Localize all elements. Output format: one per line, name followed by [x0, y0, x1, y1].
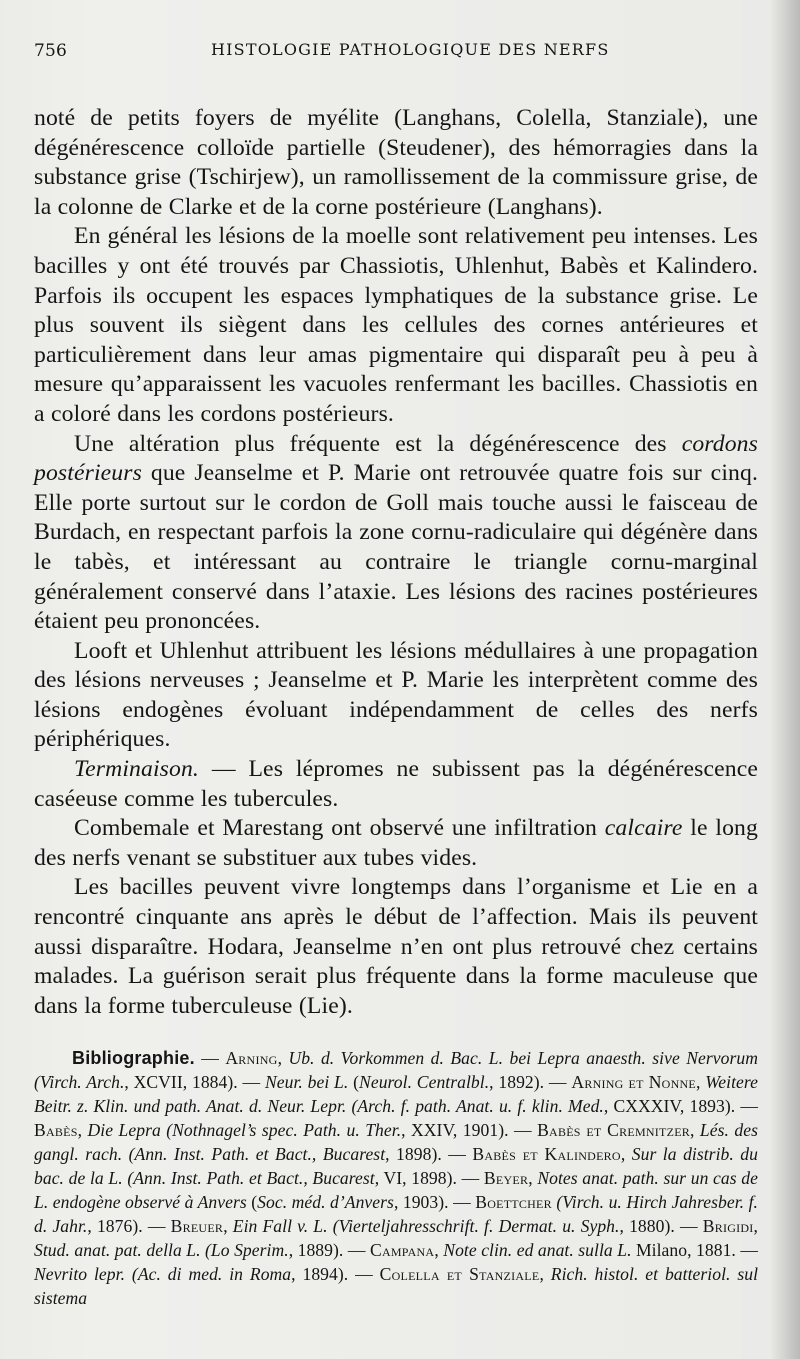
paragraph-infiltration-calcaire — [34, 814, 758, 873]
author-arning-nonne: Arning et Nonne — [571, 1072, 696, 1093]
ref-beyer-open: ( — [246, 1192, 258, 1213]
bibliography-title: Bibliographie. — [72, 1048, 195, 1069]
author-arning: Arning — [225, 1048, 278, 1069]
work-notes-anat: Notes anat. path. sur un cas de L. endogène observé à Anvers — [34, 1168, 759, 1213]
work-rich-histol: Rich. histol. et batteriol. sul sistema — [34, 1264, 759, 1309]
author-babes-cremnitzer: Babès et Cremnitzer — [537, 1120, 691, 1141]
author-beyer: Beyer — [483, 1168, 529, 1189]
work-les-gangl: Lés. des gangl. rach. (Ann. Inst. Path. et Bact., Bucarest — [34, 1120, 758, 1165]
bibliography: Bibliographie. — Arning, Ub. d. Vorkommen d. Bac. L. bei Lepra anaesth. sive Nervorum (Virch. Arch., XCVII, 1884). — Neur. bei L. (Neurol. Centralbl., 1892). — Arning et Nonne, Weitere Beitr. z. Klin. und path. Anat. d. Neur. Lepr. (Arch. f. path. Anat. u. f. klin. Med., CXXXIV, 1893). —Babès, Die Lepra (Nothnagel’s spec. Path. u. Ther., XXIV, 1901). — Babès et Cremnitzer, Lés. des gangl. rach. (Ann. Inst. Path. et Bact., Bucarest, 1898). — Babès et Kalindero, Sur la distrib. du bac. de la L. (Ann. Inst. Path. et Bact., Bucarest, VI, 1898). — Beyer, Notes anat. path. sur un cas de L. endogène observé à Anvers (Soc. méd. d’Anvers, 1903). — Boettcher (Virch. u. Hirch Jahresber. f. d. Jahr., 1876). — Breuer, Ein Fall v. L. (Vierteljahresschrift. f. Dermat. u. Syph., 1880). — Brigidi, Stud. anat. pat. della L. (Lo Sperim., 1889). — Campana, Note clin. ed anat. sulla L. Milano, 1881. — Nevrito lepr. (Ac. di med. in Roma, 1894). — Colella et Stanziale, Rich. histol. et batteriol. sul sistema — [34, 1048, 759, 1309]
paragraph-myelite: noté de petits foyers de myélite (Langhans, Colella, Stanziale), une dégénérescence colloïde partielle (Steudener), des hémorragies dans la substance grise (Tschirjew), un ramollissement de la commissure grise, de la colonne de Clarke et de la corne postérieure (Langhans). — [34, 105, 758, 220]
cordons-detail-text: que Jeanselme et P. Marie ont retrouvée quatre fois sur cinq. Elle porte surtout sur le cordon de Goll mais touche aussi le faisceau de Burdach, en respectant parfois la zone cornu-radiculaire qui dégénère dans le tabès, et intéressant au contraire le triangle cornu-marginal généralement conservé dans l’ataxie. Les lésions des racines postérieures étaient peu prononcées. — [34, 460, 758, 635]
author-boettcher: Boettcher — [475, 1192, 552, 1213]
author-colella-stanziale: Colella et Stanziale — [379, 1264, 540, 1285]
journal-soc-med-anvers: Soc. méd. d’Anvers — [257, 1192, 394, 1213]
author-babes: Babès — [34, 1120, 78, 1141]
work-stud-anat: Stud. anat. pat. della L. (Lo Sperim. — [34, 1240, 289, 1261]
ref-weitere-rest: , CXXXIV, 1893). — — [603, 1096, 758, 1117]
ref-brigidi-rest: , 1889). — — [288, 1240, 370, 1261]
author-babes-kalindero: Babès et Kalindero — [472, 1144, 621, 1165]
cordons-posterieurs-term: cordons postérieurs — [34, 430, 758, 487]
ref-arning-rest: , XCVII, 1884). — — [124, 1072, 265, 1093]
paragraph-bacilles-organisme: Les bacilles peuvent vivre longtemps dans l’organisme et Lie en a rencontré cinquante ans après le début de l’affection. Mais ils peuvent aussi disparaître. Hodara, Jeanselme n’en ont plus retrouvé chez certains malades. La guérison serait plus fréquente dans la forme maculeuse que dans la forme tuberculeuse (Lie). — [34, 874, 758, 1019]
ref-neurol-centralbl-rest: , 1892). — — [489, 1072, 572, 1093]
work-neur-bei-l: Neur. bei L. — [264, 1072, 349, 1093]
calcaire-term: calcaire — [604, 815, 683, 842]
calcaire-detail-text: le long des nerfs venant se substituer aux tubes vides. — [34, 815, 758, 871]
work-note-clin: Note clin. ed anat. sulla L. — [443, 1240, 632, 1261]
ref-babes-crem-rest: , 1898). — — [385, 1144, 473, 1165]
calcaire-intro-text: Combemale et Marestang ont observé une infiltration — [74, 815, 605, 842]
work-arning: Ub. d. Vorkommen d. Bac. L. bei Lepra anaesth. sive Nervorum (Virch. Arch. — [34, 1048, 758, 1093]
main-text — [34, 104, 758, 1021]
ref-babes-kal-rest: , VI, 1898). — — [374, 1168, 484, 1189]
work-weitere-beitr: Weitere Beitr. z. Klin. und path. Anat. d. Neur. Lepr. (Arch. f. path. Anat. u. f. klin. Med. — [34, 1072, 759, 1117]
paragraph-lesions-moelle: En général les lésions de la moelle sont relativement peu intenses. Les bacilles y ont été trouvés par Chassiotis, Uhlenhut, Babès et Kalindero. Parfois ils occupent les espaces lymphatiques de la substance grise. Le plus souvent ils siègent dans les cellules des cornes antérieures et particulièrement dans leur amas pigmentaire qui disparaît peu à peu à mesure qu’apparaissent les vacuoles renfermant les bacilles. Chassiotis en a coloré dans les cordons postérieurs. — [34, 223, 758, 427]
ref-beyer-rest: , 1903). — — [393, 1192, 476, 1213]
page-number: 756 — [34, 41, 68, 61]
cordons-intro-text: Une altération plus fréquente est la dégénérescence des — [74, 430, 682, 457]
author-breuer: Breuer — [170, 1216, 224, 1237]
paragraph-propagation: Looft et Uhlenhut attribuent les lésions médullaires à une propagation des lésions nerveuses ; Jeanselme et P. Marie les interprètent comme des lésions endogènes évoluant indépendamment de celles des nerfs périphériques. — [34, 637, 758, 753]
author-brigidi: Brigidi — [702, 1216, 754, 1237]
work-die-lepra: Die Lepra (Nothnagel’s spec. Path. u. Ther. — [87, 1120, 402, 1141]
ref-babes-rest: , XXIV, 1901). — — [401, 1120, 538, 1141]
terminaison-heading: Terminaison. — [74, 756, 199, 783]
work-distrib-bac: Sur la distrib. du bac. de la L. (Ann. Inst. Path. et Bact., Bucarest — [34, 1144, 758, 1189]
work-nevrito-lepr: Nevrito lepr. (Ac. di med. in Roma — [34, 1264, 292, 1285]
page-header — [34, 34, 758, 72]
journal-neurol-centralbl: Neurol. Centralbl. — [359, 1072, 490, 1093]
work-ein-fall: Ein Fall v. L. (Vierteljahresschrift. f. Dermat. u. Syph. — [232, 1216, 620, 1237]
bibliography-dash: — — [194, 1048, 226, 1069]
ref-boettcher-rest: , 1876). — — [87, 1216, 171, 1237]
paragraph-cordons-posterieurs — [34, 430, 758, 637]
ref-nevrito-rest: , 1894). — — [291, 1264, 380, 1285]
ref-campana-rest: Milano, 1881. — — [631, 1240, 758, 1261]
work-virch-hirch: (Virch. u. Hirch Jahresber. f. d. Jahr. — [34, 1192, 758, 1237]
page-edge-shadow — [770, 0, 800, 1359]
paragraph-terminaison — [34, 755, 758, 814]
terminaison-text: — Les lépromes ne subissent pas la dégénérescence caséeuse comme les tubercules. — [34, 756, 758, 812]
ref-breuer-rest: , 1880). — — [619, 1216, 703, 1237]
author-campana: Campana — [369, 1240, 435, 1261]
ref-neur-bei-rest: ( — [348, 1072, 360, 1093]
running-title: HISTOLOGIE PATHOLOGIQUE DES NERFS — [211, 40, 610, 59]
